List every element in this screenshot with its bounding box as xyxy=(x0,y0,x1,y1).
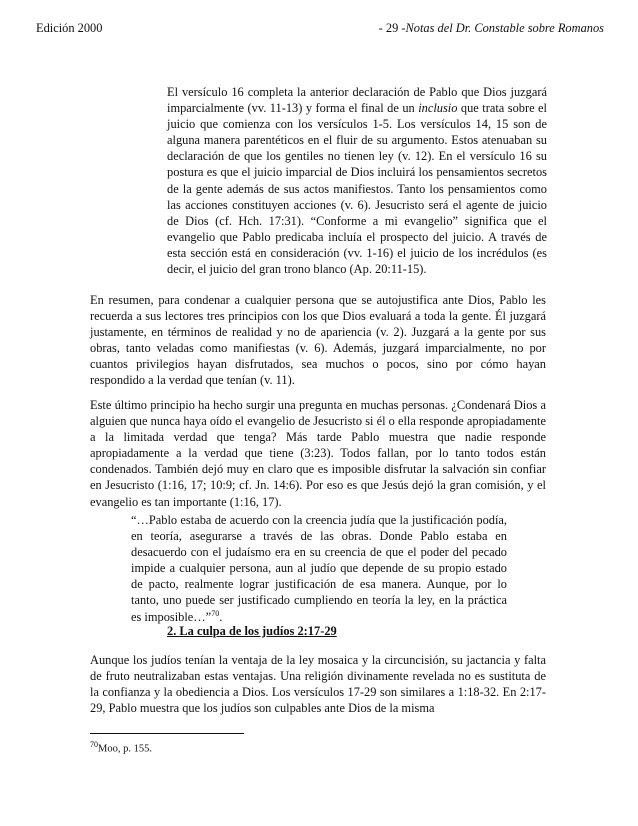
quote-text: “…Pablo estaba de acuerdo con la creencia judía que la justificación podía, en teoría, asegurarse a través de las obras. Donde Pablo estaba en desacuerdo con el judaísmo era en su creencia de que el poder del pecado impide a cualquier persona, aun al judío que depende de su propio estado de pacto, realmente lograr justificación de esa manera. Aunque, por lo tanto, uno puede ser justificado cumpliendo en teoría la ley, en la práctica es imposible…” xyxy=(131,513,507,624)
header-book-title: Notas del Dr. Constable sobre Romanos xyxy=(405,21,604,35)
block-quote xyxy=(131,512,507,625)
footnote-divider xyxy=(90,733,244,734)
summary-paragraph: En resumen, para condenar a cualquier persona que se autojustifica ante Dios, Pablo les recuerda a sus lectores tres principios con los que Dios evaluará a toda la gente. Él juzgará justamente, en términos de realidad y no de apariencia (v. 2). Juzgará a la gente por sus obras, tanto veladas como manifiestas (v. 6). Además, juzgará imparcialmente, no por cuantos privilegios hayan disfrutados, sea muchos o pocos, sino por cómo hayan respondido a la verdad que tenían (v. 11). xyxy=(90,293,546,388)
header-page-number: - 29 - xyxy=(378,21,406,35)
section-heading: 2. La culpa de los judíos 2:17-29 xyxy=(167,624,337,638)
header-edition: Edición 2000 xyxy=(36,21,103,35)
footnote xyxy=(90,740,152,755)
footnote-number: 70 xyxy=(90,740,98,749)
quote-end: . xyxy=(219,609,223,624)
inclusio-term: inclusio xyxy=(418,101,458,116)
footnote-text: Moo, p. 155. xyxy=(98,743,152,755)
indented-paragraph xyxy=(167,84,547,277)
header-title xyxy=(379,21,604,36)
indented-text-end: que trata sobre el juicio que comienza con los versículos 1-5. Los versículos 14, 15 son de alguna manera parentéticos en el fluir de su argumento. Estos atenuaban su declaración de que los gentiles no tienen ley (v. 12). En el versículo 16 su postura es que el juicio imparcial de Dios incluirá los pensamientos secretos de la gente además de sus actos manifiestos. Tanto los pensamientos como las acciones constituyen acciones (v. 6). Jesucristo será el agente de juicio de Dios (cf. Hch. 17:31). “Conforme a mi evangelio” significa que el evangelio que Pablo predicaba incluía el prospecto del juicio. A través de esta sección está en consideración (vv. 1-16) el juicio de los incrédulos (es decir, el juicio del gran trono blanco (Ap. 20:11-15). xyxy=(167,101,547,277)
last-principle-paragraph: Este último principio ha hecho surgir una pregunta en muchas personas. ¿Condenará Dios a alguien que nunca haya oído el evangelio de Jesucristo si él o ella responde apropiadamente a la limitada verdad que tenga? Más tarde Pablo muestra que nadie responde apropiadamente a la verdad que tiene (3:23). Todos fallan, por lo tanto todos están condenados. También dejó muy en claro que es imposible disfrutar la salvación sin confiar en Jesucristo (1:16, 17; 10:9; cf. Jn. 14:6). Por eso es que Jesús dejó la gran comisión, y el evangelio es tan importante (1:16, 17). xyxy=(90,398,546,509)
footnote-reference[interactable]: 70 xyxy=(211,608,220,618)
jews-guilt-paragraph: Aunque los judíos tenían la ventaja de la ley mosaica y la circuncisión, su jactancia y falta de fruto neutralizaban estas ventajas. Una religión divinamente revelada no es sustituta de la confianza y la obediencia a Dios. Los versículos 17-29 son similares a 1:18-32. En 2:17-29, Pablo muestra que los judíos son culpables ante Dios de la misma xyxy=(90,653,546,716)
indented-text-start: El versículo 16 completa la anterior declaración de Pablo que Dios juzgará imparcialmente (vv. 11-13) y forma el final de un xyxy=(167,85,547,116)
